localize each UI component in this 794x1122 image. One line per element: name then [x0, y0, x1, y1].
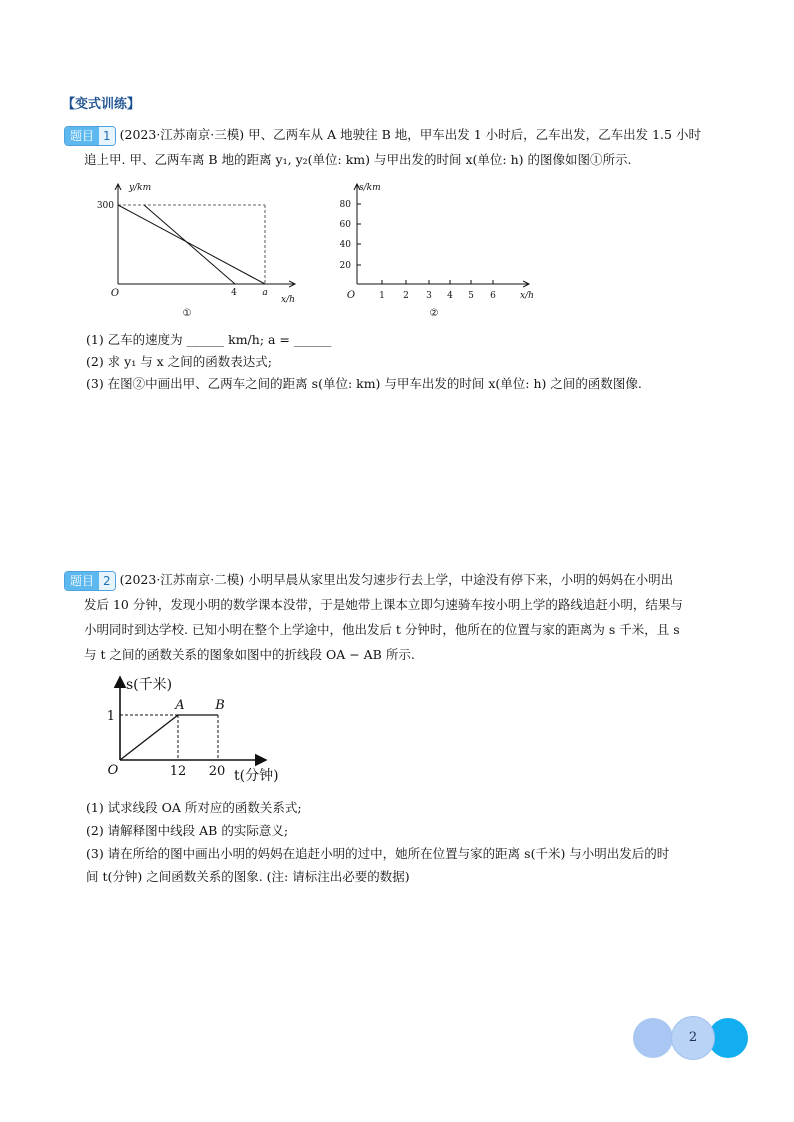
graph-3-x-tick-20: 20: [208, 764, 226, 779]
problem-1-text-line2: 追上甲. 甲、乙两车离 B 地的距离 y₁, y₂(单位: km) 与甲出发的时间 x(单位: h) 的图像如图①所示.: [84, 152, 632, 167]
problem-1-question-3: (3) 在图②中画出甲、乙两车之间的距离 s(单位: km) 与甲车出发的时间 x(单位: h) 之间的函数图像.: [86, 376, 642, 391]
graph-1-x-label: x/h: [281, 295, 295, 305]
graph-1-x-tick-4: 4: [231, 288, 237, 298]
graph-1: [95, 178, 315, 320]
problem-1-tag: 题目 1: [64, 126, 116, 146]
graph-3-point-b: B: [215, 698, 225, 713]
graph-1-caption: ①: [182, 308, 192, 319]
graph-2-ticks: [357, 204, 493, 284]
page-number: 2: [671, 1016, 715, 1060]
graph-2-x-tick-1: 1: [379, 291, 385, 301]
problem-2-tag: 题目 2: [64, 571, 116, 591]
graph-3-point-a: A: [175, 698, 185, 713]
problem-1: [64, 122, 744, 172]
graph-2-x-tick-3: 3: [426, 291, 432, 301]
graph-3-x-tick-12: 12: [169, 764, 187, 779]
graph-2-x-tick-2: 2: [403, 291, 409, 301]
problem-2-question-1: (1) 试求线段 OA 所对应的函数关系式;: [86, 800, 302, 815]
problem-2-text-line4: 与 t 之间的函数关系的图象如图中的折线段 OA − AB 所示.: [84, 647, 415, 662]
graph-2-y-label: s/km: [359, 183, 381, 193]
graph-1-line-y2: [144, 205, 235, 284]
problem-1-question-2: (2) 求 y₁ 与 x 之间的函数表达式;: [86, 354, 272, 369]
graph-3-x-label: t(分钟): [234, 768, 279, 784]
graph-1-line-y1: [118, 205, 265, 284]
problem-1-text-line1: (2023·江苏南京·三模) 甲、乙两车从 A 地驶往 B 地，甲车出发 1 小时后，乙车出发，乙车出发 1.5 小时: [119, 127, 701, 142]
graph-2-x-label: x/h: [520, 291, 534, 301]
graph-2-x-tick-4: 4: [447, 291, 453, 301]
graph-2-caption: ②: [429, 308, 439, 319]
graph-2: [334, 178, 544, 320]
graph-1-y-label: y/km: [129, 183, 152, 193]
graph-3-y-label: s(千米): [126, 677, 173, 693]
page-dot-light: [633, 1018, 673, 1058]
problem-2-text-line2: 发后 10 分钟，发现小明的数学课本没带，于是她带上课本立即匀速骑车按小明上学的路线追赶小明，结果与: [84, 597, 683, 612]
problem-2: [64, 567, 744, 667]
graph-3: [98, 673, 298, 785]
problem-1-questions: [86, 329, 756, 395]
graph-3-origin: O: [107, 763, 119, 778]
problem-2-question-2: (2) 请解释图中线段 AB 的实际意义;: [86, 823, 289, 838]
graph-2-y-tick-80: 80: [339, 200, 351, 210]
graph-1-origin: O: [110, 288, 120, 299]
problem-2-text-line1: 题目 2 (2023·江苏南京·二模) 小明早晨从家里出发匀速步行去上学，中途没有停下来，小明的妈妈在小明出: [64, 567, 744, 592]
graph-2-x-tick-6: 6: [490, 291, 496, 301]
problem-1-text: [64, 122, 744, 147]
graph-3-y-tick: 1: [106, 709, 115, 724]
graph-2-origin: O: [346, 290, 356, 301]
graph-1-y-tick: 300: [96, 201, 114, 211]
problem-2-text-line3: 小明同时到达学校. 已知小明在整个上学途中，他出发后 t 分钟时，他所在的位置与家的距离为 s 千米，且 s: [84, 622, 680, 637]
graph-1-x-tick-a: a: [262, 288, 268, 298]
graph-3-segment-oa: [120, 715, 178, 760]
section-title: 【变式训练】: [62, 97, 141, 112]
graph-2-y-tick-40: 40: [339, 240, 351, 250]
problem-2-question-3: (3) 请在所给的图中画出小明的妈妈在追赶小明的过中，她所在位置与家的距离 s(千米) 与小明出发后的时: [86, 846, 670, 861]
graph-2-y-tick-20: 20: [339, 261, 351, 271]
graph-2-y-tick-60: 60: [339, 220, 351, 230]
problem-2-question-3-cont: 间 t(分钟) 之间函数关系的图象. (注: 请标注出必要的数据): [86, 869, 410, 884]
problem-2-questions: [86, 796, 756, 888]
graph-2-x-tick-5: 5: [468, 291, 474, 301]
problem-1-question-1: (1) 乙车的速度为 ______ km/h; a = ______: [86, 332, 332, 347]
